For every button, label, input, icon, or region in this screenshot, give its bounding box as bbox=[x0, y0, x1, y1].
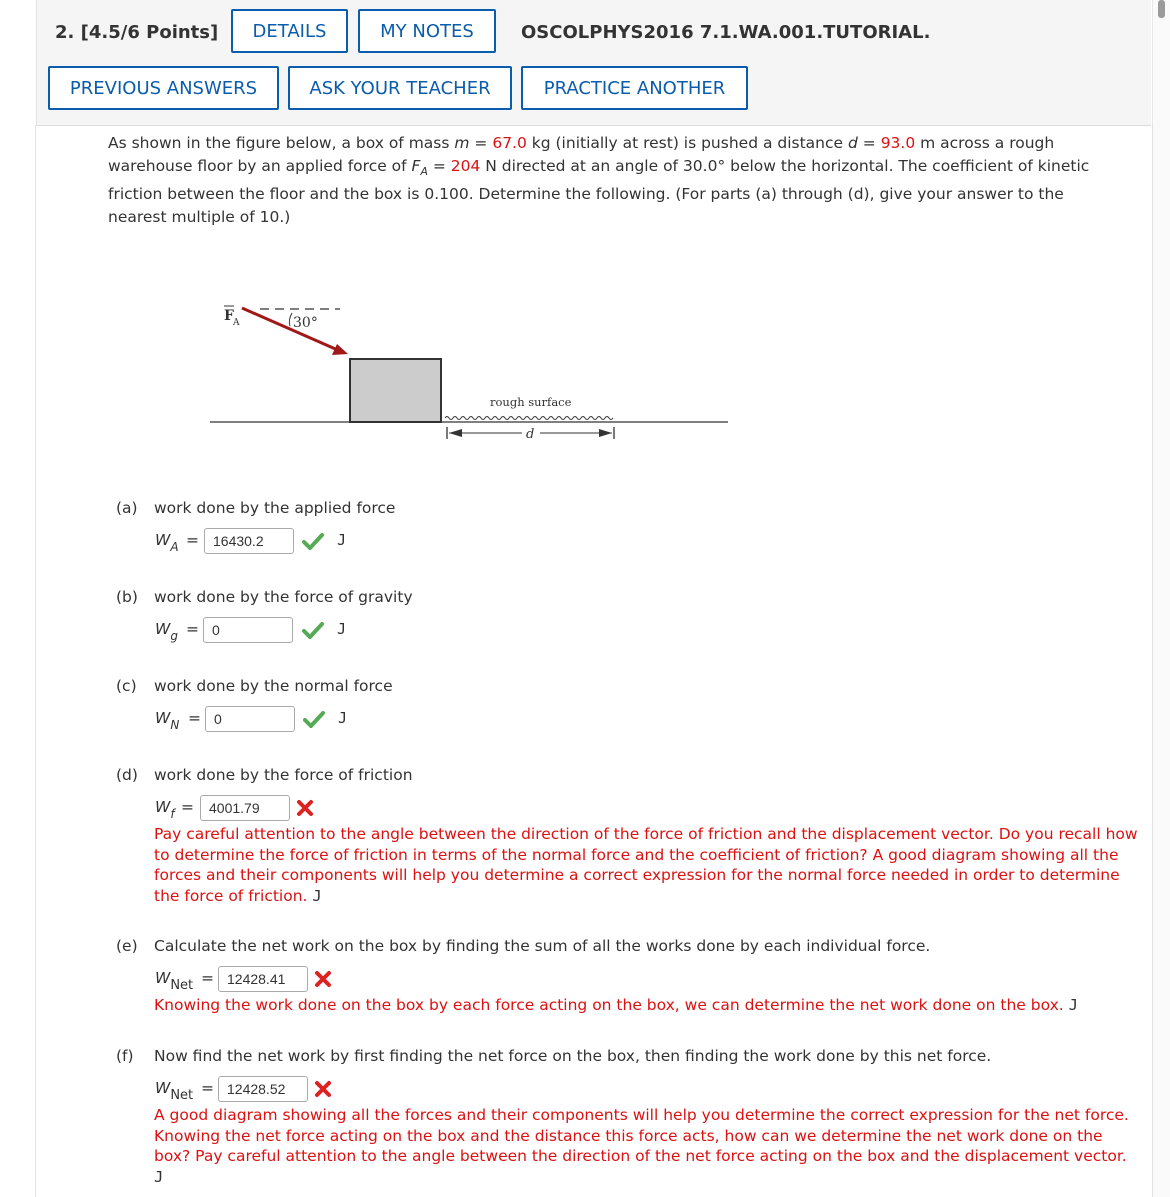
part-d-equals: = bbox=[181, 798, 194, 816]
part-b-symbol: $W_g$ bbox=[155, 620, 178, 643]
force-value: 204 bbox=[450, 156, 481, 175]
part-f-text: Now find the net work by first finding the net force on the box, then finding the work done by this net force. bbox=[154, 1047, 992, 1065]
part-c-equals: = bbox=[188, 709, 201, 727]
part-e-equals: = bbox=[201, 969, 214, 987]
part-f-symbol: $W_{Net}$ bbox=[155, 1079, 194, 1103]
scrollbar[interactable] bbox=[1152, 0, 1170, 1197]
part-b-answer-input[interactable]: 0 bbox=[203, 617, 293, 643]
part-c-unit: J bbox=[338, 709, 348, 727]
problem-statement: As shown in the figure below, a box of mass m = 67.0 kg (initially at rest) is pushed a distance d = 93.0 m across a rough warehouse floor by an applied force of $F_A = 204$ N directed at an angle of 30.0° below the horizontal. The coefficient of kinetic friction between the floor and the box is 0.100. Determine the following. (For parts (a) through (d), give your answer to the nearest multiple of 10.) bbox=[108, 134, 1090, 226]
box bbox=[350, 359, 441, 422]
part-a-answer-input[interactable]: 16430.2 bbox=[204, 528, 294, 554]
part-d-answer-input[interactable]: 4001.79 bbox=[200, 795, 290, 821]
part-f-feedback: A good diagram showing all the forces and their components will help you determine the correct expression for the net force. Knowing the net force acting on the box and the distance this force acts, how can we determine the net work done on the box? Pay careful attention to the angle between the direction of the net force acting on the box and the displacement vector. J bbox=[154, 1106, 1129, 1186]
part-e-feedback: Knowing the work done on the box by each force acting on the box, we can determine the net work done on the box. J bbox=[154, 996, 1078, 1014]
box-force-diagram bbox=[200, 296, 740, 456]
details-button[interactable]: DETAILS bbox=[231, 9, 348, 53]
part-c-letter: (c) bbox=[116, 677, 137, 695]
part-c-answer-input[interactable]: 0 bbox=[205, 706, 295, 732]
previous-answers-button[interactable]: PREVIOUS ANSWERS bbox=[48, 66, 279, 110]
part-f-letter: (f) bbox=[116, 1047, 134, 1065]
part-e-answer-input[interactable]: 12428.41 bbox=[218, 966, 308, 992]
part-d-feedback: Pay careful attention to the angle between the direction of the force of friction and the displacement vector. Do you recall how to determine the force of friction in terms of the normal force and the coefficient of friction? A good diagram showing all the forces and their components will help you determine a correct expression for the normal force needed in order to determine the force of friction. J bbox=[154, 825, 1138, 905]
part-f-equals: = bbox=[201, 1079, 214, 1097]
distance-arrowhead-right bbox=[599, 429, 612, 437]
part-a-text: work done by the applied force bbox=[154, 499, 396, 517]
surface-label: rough surface bbox=[490, 395, 572, 409]
angle-label: 30° bbox=[293, 315, 318, 331]
distance-arrowhead-left bbox=[449, 429, 462, 437]
correct-check-icon bbox=[302, 532, 324, 550]
part-d-text: work done by the force of friction bbox=[154, 766, 413, 784]
part-b-unit: J bbox=[337, 620, 347, 638]
part-e-symbol: $W_{Net}$ bbox=[155, 969, 194, 993]
part-b-text: work done by the force of gravity bbox=[154, 588, 413, 606]
part-a-unit: J bbox=[337, 531, 347, 549]
part-e-letter: (e) bbox=[116, 937, 138, 955]
part-c-symbol: $W_N$ bbox=[155, 709, 180, 732]
part-b-equals: = bbox=[186, 620, 199, 638]
part-b-letter: (b) bbox=[116, 588, 138, 606]
force-label-sub: A bbox=[233, 318, 240, 328]
scrollbar-thumb[interactable] bbox=[1158, 0, 1165, 18]
incorrect-x-icon bbox=[314, 1080, 332, 1098]
question-content bbox=[35, 125, 1153, 1197]
part-c-text: work done by the normal force bbox=[154, 677, 393, 695]
part-a-symbol: $W_A$ bbox=[155, 531, 179, 554]
part-d-letter: (d) bbox=[116, 766, 138, 784]
angle-arc bbox=[289, 313, 292, 326]
part-f-answer-input[interactable]: 12428.52 bbox=[218, 1076, 308, 1102]
ask-your-teacher-button[interactable]: ASK YOUR TEACHER bbox=[288, 66, 512, 110]
part-d-symbol: $W_f$ bbox=[155, 798, 175, 821]
force-label: F bbox=[224, 308, 234, 324]
part-e-text: Calculate the net work on the box by finding the sum of all the works done by each individual force. bbox=[154, 937, 931, 955]
practice-another-button[interactable]: PRACTICE ANOTHER bbox=[521, 66, 748, 110]
distance-value: 93.0 bbox=[880, 134, 916, 152]
question-code: OSCOLPHYS2016 7.1.WA.001.TUTORIAL. bbox=[521, 22, 931, 43]
incorrect-x-icon bbox=[296, 799, 314, 817]
distance-label: d bbox=[526, 427, 535, 442]
part-a-letter: (a) bbox=[116, 499, 138, 517]
rough-surface-squiggle bbox=[445, 417, 613, 420]
correct-check-icon bbox=[303, 710, 325, 728]
mass-value: 67.0 bbox=[492, 134, 527, 152]
part-a-equals: = bbox=[186, 531, 199, 549]
correct-check-icon bbox=[302, 621, 324, 639]
incorrect-x-icon bbox=[314, 970, 332, 988]
my-notes-button[interactable]: MY NOTES bbox=[358, 9, 496, 53]
question-number: 2. [4.5/6 Points] bbox=[55, 22, 219, 43]
